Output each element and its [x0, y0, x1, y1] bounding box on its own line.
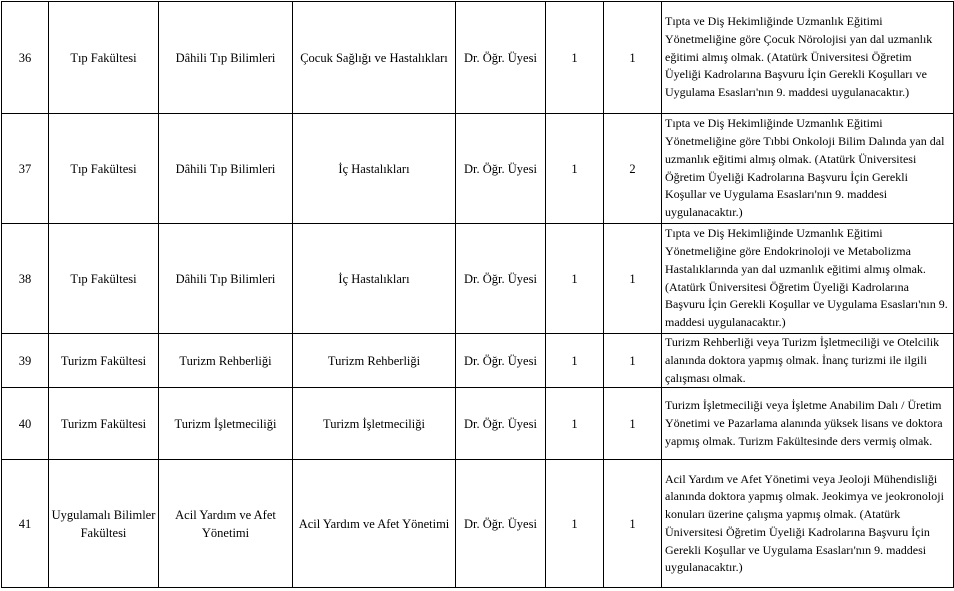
title-cell: Dr. Öğr. Üyesi — [456, 114, 546, 224]
row-number: 41 — [2, 460, 49, 588]
table-row — [2, 334, 954, 388]
program-cell: Acil Yardım ve Afet Yönetimi — [293, 460, 456, 588]
count-cell: 1 — [546, 2, 604, 114]
table-row — [2, 2, 954, 114]
row-number: 38 — [2, 224, 49, 334]
description-cell: Turizm Rehberliği veya Turizm İşletmeciliği ve Otelcilik alanında doktora yapmış olmak. İnanç turizmi ile ilgili çalışması olmak. — [662, 334, 954, 388]
table-row — [2, 388, 954, 460]
table-row — [2, 460, 954, 588]
degree-cell: 1 — [604, 2, 662, 114]
program-cell: İç Hastalıkları — [293, 114, 456, 224]
program-cell: İç Hastalıkları — [293, 224, 456, 334]
faculty-cell: Uygulamalı Bilimler Fakültesi — [49, 460, 159, 588]
count-cell: 1 — [546, 460, 604, 588]
faculty-cell: Tıp Fakültesi — [49, 2, 159, 114]
table-row — [2, 114, 954, 224]
department-cell: Turizm İşletmeciliği — [159, 388, 293, 460]
program-cell: Çocuk Sağlığı ve Hastalıkları — [293, 2, 456, 114]
description-cell: Tıpta ve Diş Hekimliğinde Uzmanlık Eğitimi Yönetmeliğine göre Çocuk Nörolojisi yan dal uzmanlık eğitimi almış olmak. (Atatürk Üniversitesi Öğretim Üyeliği Kadrolarına Başvuru İçin Gerekli Koşulları ve Uygulama Esasları'nın 9. maddesi uygulanacaktır.) — [662, 2, 954, 114]
department-cell: Acil Yardım ve Afet Yönetimi — [159, 460, 293, 588]
faculty-cell: Tıp Fakültesi — [49, 224, 159, 334]
table-row — [2, 224, 954, 334]
department-cell: Dâhili Tıp Bilimleri — [159, 2, 293, 114]
title-cell: Dr. Öğr. Üyesi — [456, 2, 546, 114]
department-cell: Dâhili Tıp Bilimleri — [159, 224, 293, 334]
row-number: 36 — [2, 2, 49, 114]
faculty-cell: Turizm Fakültesi — [49, 334, 159, 388]
degree-cell: 2 — [604, 114, 662, 224]
count-cell: 1 — [546, 224, 604, 334]
positions-table — [1, 1, 954, 588]
degree-cell: 1 — [604, 224, 662, 334]
title-cell: Dr. Öğr. Üyesi — [456, 224, 546, 334]
title-cell: Dr. Öğr. Üyesi — [456, 388, 546, 460]
row-number: 37 — [2, 114, 49, 224]
degree-cell: 1 — [604, 334, 662, 388]
count-cell: 1 — [546, 334, 604, 388]
description-cell: Tıpta ve Diş Hekimliğinde Uzmanlık Eğitimi Yönetmeliğine göre Endokrinoloji ve Metabolizma Hastalıklarında yan dal uzmanlık eğitimi almış olmak. (Atatürk Üniversitesi Öğretim Üyeliği Kadrolarına Başvuru İçin Gerekli Koşullar ve Uygulama Esasları'nın 9. maddesi uygulanacaktır.) — [662, 224, 954, 334]
program-cell: Turizm İşletmeciliği — [293, 388, 456, 460]
degree-cell: 1 — [604, 460, 662, 588]
title-cell: Dr. Öğr. Üyesi — [456, 334, 546, 388]
description-cell: Tıpta ve Diş Hekimliğinde Uzmanlık Eğitimi Yönetmeliğine göre Tıbbi Onkoloji Bilim Dalında yan dal uzmanlık eğitimi almış olmak. (Atatürk Üniversitesi Öğretim Üyeliği Kadrolarına Başvuru İçin Gerekli Koşullar ve Uygulama Esasları'nın 9. maddesi uygulanacaktır.) — [662, 114, 954, 224]
description-cell: Turizm İşletmeciliği veya İşletme Anabilim Dalı / Üretim Yönetimi ve Pazarlama alanında yüksek lisans ve doktora yapmış olmak. Turizm Fakültesinde ders vermiş olmak. — [662, 388, 954, 460]
count-cell: 1 — [546, 114, 604, 224]
faculty-cell: Tıp Fakültesi — [49, 114, 159, 224]
faculty-cell: Turizm Fakültesi — [49, 388, 159, 460]
department-cell: Dâhili Tıp Bilimleri — [159, 114, 293, 224]
program-cell: Turizm Rehberliği — [293, 334, 456, 388]
department-cell: Turizm Rehberliği — [159, 334, 293, 388]
description-cell: Acil Yardım ve Afet Yönetimi veya Jeoloji Mühendisliği alanında doktora yapmış olmak. Jeokimya ve jeokronoloji konuları üzerine çalışma yapmış olmak. (Atatürk Üniversitesi Öğretim Üyeliği Kadrolarına Başvuru İçin Gerekli Koşullar ve Uygulama Esasları'nın 9. maddesi uygulanacaktır.) — [662, 460, 954, 588]
title-cell: Dr. Öğr. Üyesi — [456, 460, 546, 588]
degree-cell: 1 — [604, 388, 662, 460]
row-number: 40 — [2, 388, 49, 460]
count-cell: 1 — [546, 388, 604, 460]
row-number: 39 — [2, 334, 49, 388]
